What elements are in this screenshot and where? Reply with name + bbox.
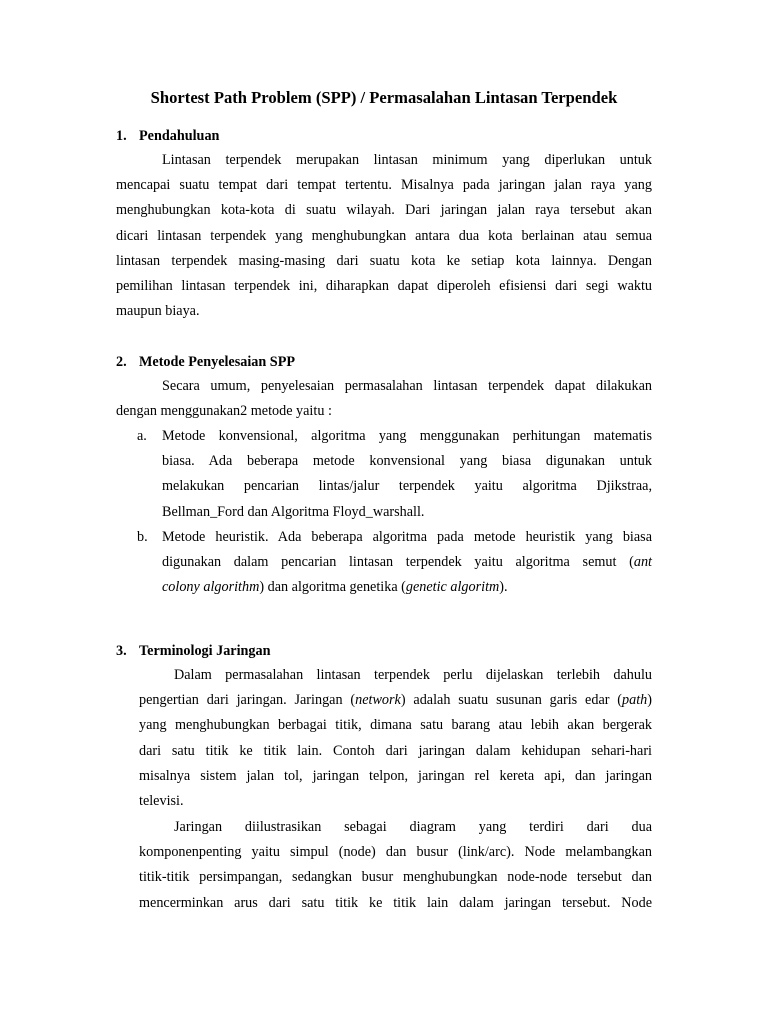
line-text: Bellman_Ford dan Algoritma Floyd_warshall. <box>162 503 425 520</box>
section-heading-metode <box>116 352 295 372</box>
line-text: dari satu titik ke titik lain. Contoh dari jaringan dalam kehidupan sehari-hari <box>139 742 652 759</box>
section-number: 3. <box>116 643 127 659</box>
line-text: pemilihan lintasan terpendek ini, diharapkan dapat diperoleh efisiensi dari segi waktu <box>116 278 652 295</box>
text-line <box>139 865 652 890</box>
line-text: mencapai suatu tempat dari tempat tertentu. Misalnya pada jaringan jalan raya yang <box>116 177 652 194</box>
text-line <box>116 224 652 249</box>
text-line <box>116 198 652 223</box>
text-line <box>116 399 652 424</box>
text-line <box>162 449 652 474</box>
line-text <box>162 575 508 600</box>
text-line <box>139 663 652 688</box>
line-text: Lintasan terpendek merupakan lintasan minimum yang diperlukan untuk <box>162 152 652 168</box>
text-line <box>139 764 652 789</box>
line-text: Jaringan diilustrasikan sebagai diagram yang terdiri dari dua <box>174 819 652 835</box>
line-text: melakukan pencarian lintas/jalur terpendek yaitu algoritma Djikstraa, <box>162 478 652 495</box>
line-text: Secara umum, penyelesaian permasalahan lintasan terpendek dapat dilakukan <box>162 378 652 394</box>
section-title: Pendahuluan <box>139 128 220 144</box>
line-text: Metode heuristik. Ada beberapa algoritma pada metode heuristik yang biasa <box>162 529 652 545</box>
text-line <box>162 575 652 600</box>
text-line <box>116 374 652 399</box>
paragraph-metode-intro <box>116 374 652 424</box>
italic-term: colony algorithm <box>162 579 260 596</box>
line-text: mencerminkan arus dari satu titik ke titik lain dalam jaringan tersebut. Node <box>139 894 652 911</box>
text-line <box>139 713 652 738</box>
text-run: ) dan algoritma genetika ( <box>259 579 406 596</box>
text-line <box>116 299 652 324</box>
list-marker: b. <box>137 529 148 545</box>
line-text <box>162 550 652 575</box>
section-heading-terminologi <box>116 641 271 661</box>
line-text: yang menghubungkan berbagai titik, dimana satu barang atau lebih akan bergerak <box>139 717 652 734</box>
text-line <box>162 550 652 575</box>
italic-term: ant <box>633 554 652 571</box>
text-run: ) adalah suatu susunan garis edar ( <box>400 692 623 709</box>
text-run: digunakan dalam pencarian lintasan terpendek yaitu algoritma semut ( <box>162 554 634 571</box>
text-line <box>116 249 652 274</box>
text-line <box>162 474 652 499</box>
line-text: dengan menggunakan2 metode yaitu : <box>116 403 332 420</box>
list-item-body <box>162 525 652 601</box>
list-item-body <box>162 424 652 525</box>
text-line <box>139 815 652 840</box>
line-text: maupun biaya. <box>116 303 200 320</box>
line-text: televisi. <box>139 793 184 810</box>
line-text: biasa. Ada beberapa metode konvensional yang biasa digunakan untuk <box>162 453 652 470</box>
section-title: Metode Penyelesaian SPP <box>139 354 296 370</box>
paragraph-pendahuluan <box>116 148 652 324</box>
section-title: Terminologi Jaringan <box>139 643 271 659</box>
line-text: titik-titik persimpangan, sedangkan busur menghubungkan node-node tersebut dan <box>139 869 652 886</box>
line-text: dicari lintasan terpendek yang menghubungkan antara dua kota berlainan atau semua <box>116 227 652 244</box>
text-line <box>162 424 652 449</box>
text-line <box>162 525 652 550</box>
text-line <box>139 789 652 814</box>
list-marker: a. <box>137 428 147 444</box>
document-title: Shortest Path Problem (SPP) / Permasalahan Lintasan Terpendek <box>150 88 618 107</box>
line-text: Metode konvensional, algoritma yang menggunakan perhitungan matematis <box>162 428 652 444</box>
line-text: Dalam permasalahan lintasan terpendek perlu dijelaskan terlebih dahulu <box>174 667 652 683</box>
section-heading-pendahuluan <box>116 126 219 146</box>
section-number: 1. <box>116 128 127 144</box>
text-line <box>139 891 652 916</box>
text-line <box>139 688 652 713</box>
line-text <box>139 688 652 713</box>
text-line <box>139 739 652 764</box>
text-run: pengertian dari jaringan. Jaringan ( <box>139 692 356 709</box>
line-text: misalnya sistem jalan tol, jaringan telpon, jaringan rel kereta api, dan jaringan <box>139 767 652 784</box>
text-line <box>139 840 652 865</box>
text-line <box>116 173 652 198</box>
paragraph-terminologi-2 <box>139 815 652 916</box>
text-line <box>116 148 652 173</box>
line-text: lintasan terpendek masing-masing dari suatu kota ke setiap kota lainnya. Dengan <box>116 252 652 269</box>
line-text: komponenpenting yaitu simpul (node) dan busur (link/arc). Node melambangkan <box>139 844 652 861</box>
list-item-a <box>137 424 652 526</box>
text-run: ) <box>647 692 652 709</box>
section-number: 2. <box>116 354 127 370</box>
italic-term: network <box>355 692 401 709</box>
text-line <box>162 500 652 525</box>
text-line <box>116 274 652 299</box>
italic-term: genetic algoritm <box>405 579 500 596</box>
text-run: ). <box>499 579 508 596</box>
list-item-b <box>137 525 652 601</box>
paragraph-terminologi-1 <box>139 663 652 814</box>
italic-term: path <box>622 692 648 709</box>
line-text: menghubungkan kota-kota di suatu wilayah. Dari jaringan jalan raya tersebut akan <box>116 202 652 219</box>
